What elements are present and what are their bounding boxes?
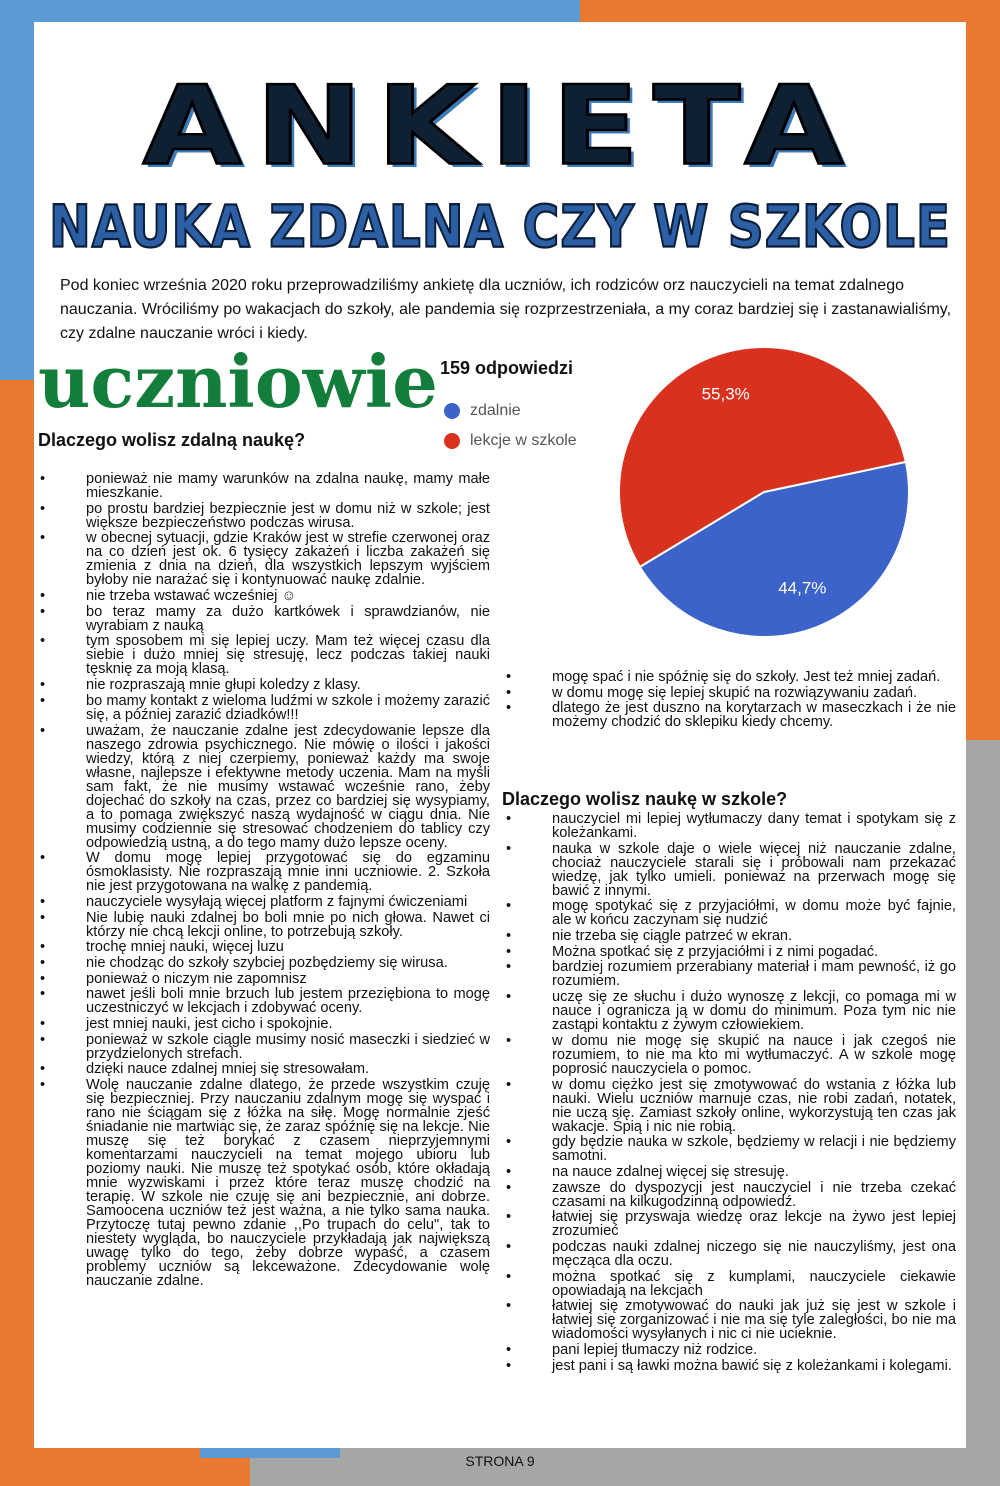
legend-swatch-zdalnie bbox=[444, 403, 460, 419]
pie-label-szkola: 55,3% bbox=[701, 384, 750, 404]
list-item: • podczas nauki zdalnej niczego się nie nauczyliśmy, jest ona męcząca dla oczu. bbox=[504, 1240, 956, 1268]
list-item: • nauczyciel mi lepiej wytłumaczy dany temat i spotykam się z koleżankami. bbox=[504, 812, 956, 840]
section-title-uczniowie: uczniowie bbox=[38, 339, 438, 424]
list-item: • gdy będzie nauka w szkole, będziemy w relacji i nie będziemy samotni. bbox=[504, 1135, 956, 1163]
remote-answers-list bbox=[38, 472, 490, 1290]
list-item: • w obecnej sytuacji, gdzie Kraków jest w strefie czerwonej oraz na co dzień jest ok. 6 tysięcy zakażeń i liczba zakażeń się zmienia z dnia na dzień, dla wszystkich lepszym wyjściem byłoby nie narażać się i kontynuować naukę zdalnie. bbox=[38, 531, 490, 587]
list-item: • bo mamy kontakt z wieloma ludźmi w szkole i możemy zarazić się, a później zarazić dziadków!!! bbox=[38, 694, 490, 722]
list-item: • nie chodząc do szkoły szybciej pozbędziemy się wirusa. bbox=[38, 956, 490, 970]
orange-band-left bbox=[0, 380, 34, 1486]
question-remote: Dlaczego wolisz zdalną naukę? bbox=[38, 430, 306, 450]
list-item: • w domu mogę się lepiej skupić na rozwiązywaniu zadań. bbox=[504, 686, 956, 700]
list-item: • bardziej rozumiem przerabiany materiał i mam pewność, iż go rozumiem. bbox=[504, 960, 956, 988]
list-item: • można spotkać się z kumplami, nauczyciele ciekawie opowiadają na lekcjach bbox=[504, 1270, 956, 1298]
legend-label-szkola: lekcje w szkole bbox=[470, 432, 577, 449]
list-item: • nawet jeśli boli mnie brzuch lub jestem przeziębiona to mogę uczestniczyć w lekcjach i zdobywać oceny. bbox=[38, 987, 490, 1015]
list-item: • łatwiej się zmotywować do nauki jak już się jest w szkole i łatwiej się zorganizować i nie ma się tyle zaległości, bo nie ma wiadomości wysyłanych i nic ci nie ucieknie. bbox=[504, 1299, 956, 1341]
page-title: ANKIETA bbox=[142, 63, 858, 190]
list-item: • w domu ciężko jest się zmotywować do wstania z łóżka lub nauki. Wielu uczniów marnuje czas, nie robi zadań, notatek, nie uczą się. Zamiast szkoły online, wykorzystują ten czas jak wakacje. Śpią i nic nie robią. bbox=[504, 1078, 956, 1134]
list-item: • trochę mniej nauki, więcej luzu bbox=[38, 940, 490, 954]
list-item: • jest pani i są ławki można bawić się z koleżankami i kolegami. bbox=[504, 1359, 956, 1373]
legend-item-zdalnie bbox=[444, 396, 577, 426]
list-item: • po prostu bardziej bezpiecznie jest w domu niż w szkole; jest większe bezpieczeństwo podczas wirusa. bbox=[38, 502, 490, 530]
list-item: • łatwiej się przyswaja wiedzę oraz lekcje na żywo jest lepiej zrozumieć bbox=[504, 1210, 956, 1238]
remote-answers-list-cont bbox=[504, 670, 956, 731]
list-item: • w domu nie mogę się skupić na nauce i jak czegoś nie rozumiem, to nie ma kto mi wytłumaczyć. A w szkole mogę poprosić nauczyciela o pomoc. bbox=[504, 1034, 956, 1076]
school-answers-list bbox=[504, 812, 956, 1374]
orange-band-right bbox=[966, 0, 1000, 740]
list-item: • W domu mogę lepiej przygotować się do egzaminu ósmoklasisty. Nie rozpraszają mnie inni uczniowie. 2. Szkoła nie jest przygotowana na walkę z pandemią. bbox=[38, 851, 490, 893]
list-item: • dzięki nauce zdalnej mniej się stresowałam. bbox=[38, 1062, 490, 1076]
list-item: • na nauce zdalnej więcej się stresuję. bbox=[504, 1165, 956, 1179]
chart-title: 159 odpowiedzi bbox=[440, 358, 574, 378]
orange-band-top bbox=[580, 0, 1000, 22]
list-item: • ponieważ nie mamy warunków na zdalna naukę, mamy małe mieszkanie. bbox=[38, 472, 490, 500]
legend-swatch-szkola bbox=[444, 433, 460, 449]
page-number: STRONA 9 bbox=[465, 1453, 535, 1469]
legend-label-zdalnie: zdalnie bbox=[470, 402, 521, 419]
page-subtitle: NAUKA ZDALNA CZY W SZKOLE bbox=[48, 193, 952, 261]
list-item: • uważam, że nauczanie zdalne jest zdecydowanie lepsze dla naszego zdrowia psychicznego. Nie mówię o ilości i jakości wiedzy, którą z niej czerpiemy, ponieważ każdy ma swoje własne, najlepsze i efektywne metody uczenia. Mam na myśli sam fakt, że nie musimy wstawać wcześnie rano, żeby dojechać do szkoły na czas, przez co bardziej się wysypiamy, a to pomaga zwiększyć naszą wydajność w ciągu dnia. Nie musimy codziennie się stresować chodzeniem do tablicy czy odpowiedzią ustną, a do tego mamy dużo lepsze oceny. bbox=[38, 724, 490, 850]
list-item: • nie rozpraszają mnie głupi koledzy z klasy. bbox=[38, 678, 490, 692]
chart-legend bbox=[444, 396, 577, 456]
list-item: • jest mniej nauki, jest cicho i spokojnie. bbox=[38, 1017, 490, 1031]
list-item: • mogę spać i nie spóźnię się do szkoły. Jest też mniej zadań. bbox=[504, 670, 956, 684]
list-item: • ponieważ o niczym nie zapomnisz bbox=[38, 972, 490, 986]
question-school: Dlaczego wolisz naukę w szkole? bbox=[502, 789, 788, 809]
list-item: • nauczyciele wysyłają więcej platform z fajnymi ćwiczeniami bbox=[38, 895, 490, 909]
list-item: • nie trzeba wstawać wcześniej ☺ bbox=[38, 589, 490, 603]
list-item: • tym sposobem mi się lepiej uczy. Mam też więcej czasu dla siebie i dużo mniej się stresuję, lecz podczas takiej nauki tęsknię za moją klasą. bbox=[38, 634, 490, 676]
list-item: • dlatego że jest duszno na korytarzach w maseczkach i że nie możemy chodzić do sklepiku kiedy chcemy. bbox=[504, 701, 956, 729]
list-item: • bo teraz mamy za dużo kartkówek i sprawdzianów, nie wyrabiam z nauką bbox=[38, 605, 490, 633]
pie-chart bbox=[604, 332, 924, 652]
list-item: • nauka w szkole daje o wiele więcej niż nauczanie zdalne, chociaż nauczyciele starali się i próbowali nam przekazać wiedzę, jak tylko umieli. ponieważ na przerwach mogę się bawić z innymi. bbox=[504, 842, 956, 898]
list-item: • zawsze do dyspozycji jest nauczyciel i nie trzeba czekać czasami na kilkugodzinną odpowiedź. bbox=[504, 1181, 956, 1209]
pie-label-zdalnie: 44,7% bbox=[778, 578, 827, 598]
list-item: • pani lepiej tłumaczy niż rodzice. bbox=[504, 1343, 956, 1357]
legend-item-szkola bbox=[444, 426, 577, 456]
list-item: • Wolę nauczanie zdalne dlatego, że przede wszystkim czuję się bezpieczniej. Przy nauczaniu zdalnym mogę się wyspać i rano nie ściągam się z łóżka na siłę. Mogę normalnie zjeść śniadanie nie martwiąc się, że zaraz spóźnię się na lekcje. Nie muszę się też borykać z czasem nieprzyjemnymi komentarzami nauczycieli na temat mojego ubioru lub poziomy nauki. Nie muszę też spotykać osób, które okładają mnie wyzwiskami i przez które teraz muszę chodzić na terapię. W szkole nie czuję się ani bezpiecznie, ani dobrze. Samoocena uczniów też jest ważna, a nie tylko sama nauka. Przytoczę tutaj pewno zdanie ,,Po trupach do celu", tak to niestety wygląda, bo nauczyciele przykładają jak największą uwagę tylko do tego, żeby dobrze wypaść, a czasem problemy uczniów są lekceważone. Zdecydowanie wolę nauczanie zdalne. bbox=[38, 1078, 490, 1288]
list-item: • Nie lubię nauki zdalnej bo boli mnie po nich głowa. Nawet ci którzy nie chcą lekcji online, to potrzebują szkoły. bbox=[38, 911, 490, 939]
gray-band-right bbox=[966, 740, 1000, 1486]
list-item: • uczę się ze słuchu i dużo wynoszę z lekcji, co pomaga mi w nauce i ogranicza ją w domu do minimum. Poza tym nic nie zastąpi kontaktu z żywym człowiekiem. bbox=[504, 990, 956, 1032]
list-item: • nie trzeba się ciągle patrzeć w ekran. bbox=[504, 929, 956, 943]
list-item: • mogę spotykać się z przyjaciółmi, w domu może być fajnie, ale w końcu zaczynam się nudzić bbox=[504, 899, 956, 927]
page bbox=[34, 32, 966, 1448]
list-item: • Można spotkać się z przyjaciółmi i z nimi pogadać. bbox=[504, 945, 956, 959]
intro-paragraph: Pod koniec września 2020 roku przeprowadziliśmy ankietę dla uczniów, ich rodziców orz nauczycieli na temat zdalnego nauczania. Wróciliśmy po wakacjach do szkoły, ale pandemia się rozprzestrzeniała, a my coraz bardziej się i zastanawialiśmy, czy zdalne nauczanie wróci i kiedy. bbox=[60, 277, 952, 342]
list-item: • ponieważ w szkole ciągle musimy nosić maseczki i siedzieć w przydzielonych strefach. bbox=[38, 1033, 490, 1061]
blue-band-left bbox=[0, 0, 34, 380]
